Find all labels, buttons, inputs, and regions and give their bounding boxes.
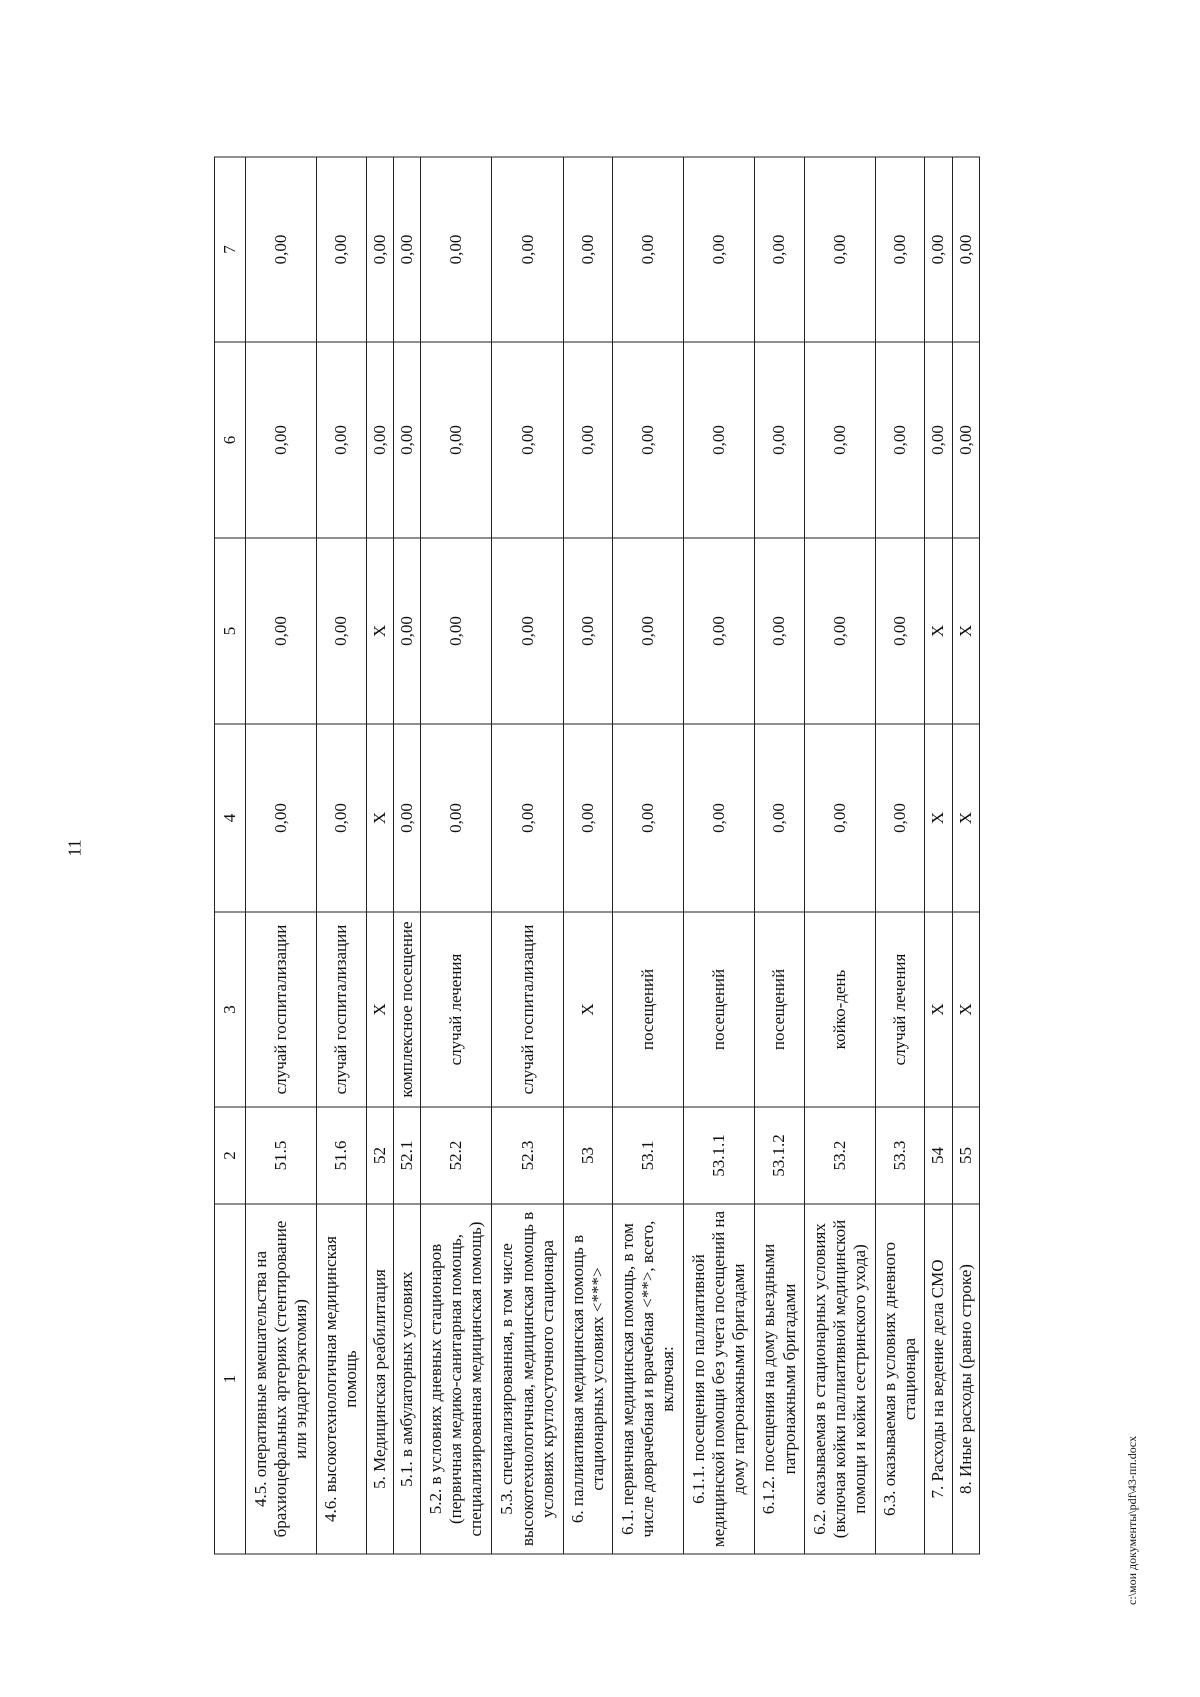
table-cell: 0,00: [246, 342, 317, 538]
table-row: [563, 157, 612, 1554]
table-cell: 0,00: [755, 538, 804, 724]
column-number-header: 2: [215, 1107, 246, 1204]
table-cell: X: [925, 724, 952, 912]
table-cell: X: [925, 538, 952, 724]
table-body: [215, 157, 980, 1554]
table-cell: 0,00: [317, 342, 366, 538]
table-cell: 52: [366, 1107, 393, 1204]
table-cell: 0,00: [563, 157, 612, 342]
table-cell: посещений: [755, 912, 804, 1107]
table-cell: 0,00: [612, 342, 683, 538]
table-cell: X: [952, 724, 979, 912]
table-cell: 0,00: [684, 342, 755, 538]
table-cell: 0,00: [421, 342, 492, 538]
table-cell: 7. Расходы на ведение дела СМО: [925, 1204, 952, 1554]
table-cell: 0,00: [393, 157, 420, 342]
table-cell: 0,00: [804, 342, 875, 538]
table-cell: 55: [952, 1107, 979, 1204]
table-cell: 53: [563, 1107, 612, 1204]
table-cell: 0,00: [875, 724, 924, 912]
table-cell: 6.2. оказываемая в стационарных условиях (включая койки паллиативной медицинской помощи и койки сестринского ухода): [804, 1204, 875, 1554]
table-cell: 0,00: [612, 157, 683, 342]
data-table: [214, 157, 980, 1555]
table-cell: 0,00: [317, 724, 366, 912]
table-cell: X: [366, 724, 393, 912]
table-row: [684, 157, 755, 1554]
table-cell: 4.6. высокотехнологичная медицинская помощь: [317, 1204, 366, 1554]
table-cell: 6.1.1. посещения по паллиативной медицинской помощи без учета посещений на дому патронажными бригадами: [684, 1204, 755, 1554]
table-cell: случай госпитализации: [492, 912, 563, 1107]
table-cell: 5.3. специализированная, в том числе высокотехнологичная, медицинская помощь в условиях круглосуточного стационара: [492, 1204, 563, 1554]
table-cell: 0,00: [393, 538, 420, 724]
table-cell: 6.3. оказываемая в условиях дневного стационара: [875, 1204, 924, 1554]
table-cell: 0,00: [684, 724, 755, 912]
table-row: [492, 157, 563, 1554]
table-cell: 0,00: [612, 538, 683, 724]
table-cell: 0,00: [563, 342, 612, 538]
table-cell: 6. паллиативная медицинская помощь в стационарных условиях <***>: [563, 1204, 612, 1554]
table-row: [952, 157, 979, 1554]
table-cell: 0,00: [755, 342, 804, 538]
table-cell: 0,00: [925, 342, 952, 538]
table-cell: 0,00: [684, 538, 755, 724]
table-cell: 0,00: [804, 157, 875, 342]
table-row: [317, 157, 366, 1554]
table-cell: 0,00: [246, 157, 317, 342]
table-container: [214, 158, 980, 1555]
table-cell: 52.1: [393, 1107, 420, 1204]
table-cell: 0,00: [492, 538, 563, 724]
table-cell: 53.2: [804, 1107, 875, 1204]
column-number-header: 6: [215, 342, 246, 538]
table-cell: случай лечения: [875, 912, 924, 1107]
table-row: [612, 157, 683, 1554]
table-row: [393, 157, 420, 1554]
table-cell: 53.3: [875, 1107, 924, 1204]
table-row: [875, 157, 924, 1554]
table-cell: 53.1: [612, 1107, 683, 1204]
table-cell: 0,00: [393, 342, 420, 538]
table-cell: 0,00: [421, 724, 492, 912]
table-cell: случай госпитализации: [246, 912, 317, 1107]
table-cell: 0,00: [421, 157, 492, 342]
column-number-header: 3: [215, 912, 246, 1107]
table-cell: X: [952, 912, 979, 1107]
table-cell: 5.1. в амбулаторных условиях: [393, 1204, 420, 1554]
table-cell: 0,00: [875, 157, 924, 342]
table-cell: X: [366, 912, 393, 1107]
table-cell: 54: [925, 1107, 952, 1204]
table-cell: посещений: [684, 912, 755, 1107]
table-row: [804, 157, 875, 1554]
page-number: 11: [64, 839, 85, 857]
table-cell: 5.2. в условиях дневных стационаров (первичная медико-санитарная помощь, специализированная медицинская помощь): [421, 1204, 492, 1554]
table-row: [366, 157, 393, 1554]
table-cell: 51.6: [317, 1107, 366, 1204]
table-cell: 8. Иные расходы (равно строке): [952, 1204, 979, 1554]
table-cell: 0,00: [366, 342, 393, 538]
table-cell: 0,00: [492, 342, 563, 538]
table-cell: X: [925, 912, 952, 1107]
table-cell: 0,00: [875, 538, 924, 724]
table-cell: X: [366, 538, 393, 724]
table-cell: 0,00: [755, 724, 804, 912]
table-cell: случай лечения: [421, 912, 492, 1107]
table-cell: X: [563, 912, 612, 1107]
column-number-header: 4: [215, 724, 246, 912]
table-row: [246, 157, 317, 1554]
table-cell: 0,00: [563, 538, 612, 724]
table-cell: 6.1. первичная медицинская помощь, в том числе доврачебная и врачебная <**>, всего, включая:: [612, 1204, 683, 1554]
table-cell: 0,00: [317, 538, 366, 724]
table-cell: 0,00: [492, 724, 563, 912]
table-cell: случай госпитализации: [317, 912, 366, 1107]
table-cell: 0,00: [804, 724, 875, 912]
table-cell: 52.2: [421, 1107, 492, 1204]
table-cell: 0,00: [925, 157, 952, 342]
table-cell: 0,00: [952, 342, 979, 538]
table-cell: 0,00: [875, 342, 924, 538]
table-cell: 0,00: [563, 724, 612, 912]
table-cell: 6.1.2. посещения на дому выездными патронажными бригадами: [755, 1204, 804, 1554]
table-cell: 5. Медицинская реабилитация: [366, 1204, 393, 1554]
header-row: [215, 157, 246, 1554]
table-row: [925, 157, 952, 1554]
table-cell: 53.1.2: [755, 1107, 804, 1204]
footer-file-path: c:\мои документы\pdf\43-пп.docx: [1125, 1435, 1139, 1605]
table-cell: 0,00: [612, 724, 683, 912]
table-cell: 4.5. оперативные вмешательства на брахиоцефальных артериях (стентирование или эндартерэктомия): [246, 1204, 317, 1554]
column-number-header: 7: [215, 157, 246, 342]
table-cell: комплексное посещение: [393, 912, 420, 1107]
table-cell: 0,00: [755, 157, 804, 342]
table-cell: X: [952, 538, 979, 724]
table-cell: посещений: [612, 912, 683, 1107]
table-cell: 0,00: [246, 538, 317, 724]
table-cell: 0,00: [246, 724, 317, 912]
table-cell: 51.5: [246, 1107, 317, 1204]
table-cell: 0,00: [393, 724, 420, 912]
table-cell: 53.1.1: [684, 1107, 755, 1204]
column-number-header: 1: [215, 1204, 246, 1554]
table-cell: 0,00: [684, 157, 755, 342]
table-cell: 0,00: [804, 538, 875, 724]
table-cell: койко-день: [804, 912, 875, 1107]
table-row: [755, 157, 804, 1554]
table-cell: 0,00: [952, 157, 979, 342]
table-cell: 52.3: [492, 1107, 563, 1204]
table-cell: 0,00: [317, 157, 366, 342]
table-cell: 0,00: [492, 157, 563, 342]
table-cell: 0,00: [421, 538, 492, 724]
table-row: [421, 157, 492, 1554]
column-number-header: 5: [215, 538, 246, 724]
table-cell: 0,00: [366, 157, 393, 342]
